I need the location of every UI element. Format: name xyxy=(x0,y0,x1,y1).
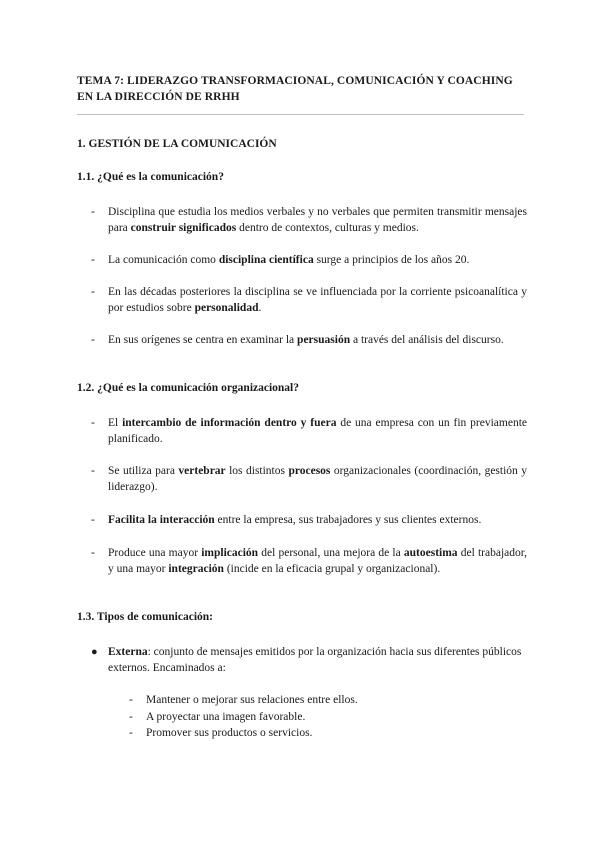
list-item xyxy=(91,463,527,495)
sub-list-item-text: A proyectar una imagen favorable. xyxy=(146,711,306,723)
document-title: TEMA 7: LIDERAZGO TRANSFORMACIONAL, COMUNICACIÓN Y COACHING EN LA DIRECCIÓN DE RRHH xyxy=(77,75,513,103)
sub-list-item-text: Mantener o mejorar sus relaciones entre ellos. xyxy=(146,694,358,706)
list-item xyxy=(91,332,527,348)
bullet-item xyxy=(91,644,527,676)
list-item xyxy=(91,415,527,447)
dash-marker: - xyxy=(91,254,95,266)
subsection-heading-1-2: 1.2. ¿Qué es la comunicación organizacional? xyxy=(77,382,300,394)
dash-marker: - xyxy=(91,334,95,346)
dash-marker: - xyxy=(129,694,133,706)
bullet-item-text: Externa: conjunto de mensajes emitidos por la organización hacia sus diferentes públicos externos. Encaminados a: xyxy=(108,646,522,674)
list-item-text: Facilita la interacción entre la empresa, sus trabajadores y sus clientes externos. xyxy=(108,514,482,526)
list-item-text: La comunicación como disciplina científica surge a principios de los años 20. xyxy=(108,254,470,266)
list-item-text: Produce una mayor implicación del personal, una mejora de la autoestima del trabajador, y una mayor integración (incide en la eficacia grupal y organizacional). xyxy=(108,547,527,575)
list-item xyxy=(91,545,527,577)
list-item-text: Disciplina que estudia los medios verbales y no verbales que permiten transmitir mensajes para construir significados dentro de contextos, culturas y medios. xyxy=(108,206,527,234)
list-item-text: En las décadas posteriores la disciplina se ve influenciada por la corriente psicoanalítica y por estudios sobre personalidad. xyxy=(108,286,527,314)
bullet-marker: ● xyxy=(91,646,98,658)
sub-list-item xyxy=(129,709,509,725)
list-item xyxy=(91,204,527,236)
dash-marker: - xyxy=(129,727,133,739)
dash-marker: - xyxy=(91,547,95,559)
list-item xyxy=(91,512,527,528)
list-item xyxy=(91,252,527,268)
dash-marker: - xyxy=(91,465,95,477)
section-heading-1: 1. GESTIÓN DE LA COMUNICACIÓN xyxy=(77,138,277,150)
list-item-text: Se utiliza para vertebrar los distintos procesos organizacionales (coordinación, gestión y liderazgo). xyxy=(108,465,527,493)
dash-marker: - xyxy=(91,514,95,526)
dash-marker: - xyxy=(129,711,133,723)
sub-list-item xyxy=(129,725,509,741)
dash-marker: - xyxy=(91,417,95,429)
subsection-heading-1-1: 1.1. ¿Qué es la comunicación? xyxy=(77,171,224,183)
list-item-text: En sus orígenes se centra en examinar la persuasión a través del análisis del discurso. xyxy=(108,334,504,346)
list-item xyxy=(91,284,527,316)
title-divider xyxy=(77,114,524,115)
list-item-text: El intercambio de información dentro y fuera de una empresa con un fin previamente planificado. xyxy=(108,417,527,445)
sub-list-item-text: Promover sus productos o servicios. xyxy=(146,727,313,739)
subsection-heading-1-3: 1.3. Tipos de comunicación: xyxy=(77,611,213,623)
dash-marker: - xyxy=(91,206,95,218)
sub-list-item xyxy=(129,692,509,708)
dash-marker: - xyxy=(91,286,95,298)
